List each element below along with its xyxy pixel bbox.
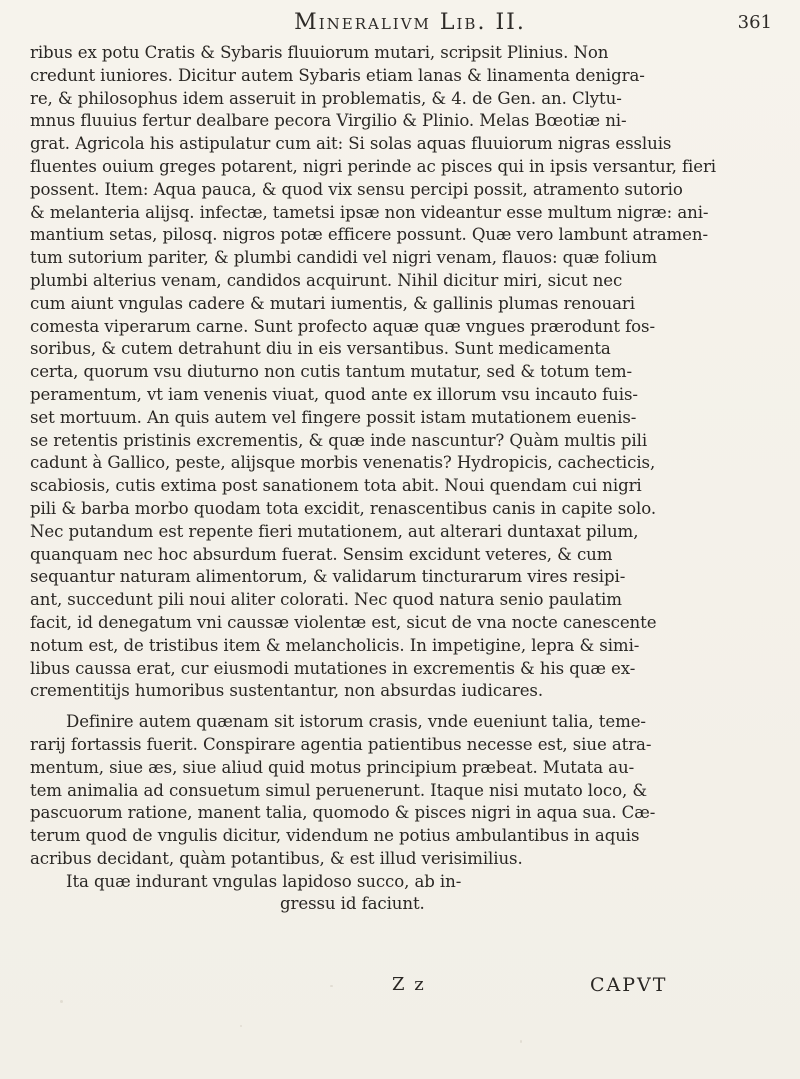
text-line: pascuorum ratione, manent talia, quomodo & pisces nigri in aqua sua. Cæ- [30,803,656,823]
text-line: certa, quorum vsu diuturno non cutis tantum mutatur, sed & totum tem- [30,362,633,382]
page-footer [30,974,780,1004]
text-line: & melanteria alijsq. infectæ, tametsi ipsæ non videantur esse multum nigræ: ani- [30,202,709,222]
text-line: scabiosis, cutis extima post sanationem tota abit. Noui quendam cui nigri [30,476,642,496]
text-line: crementitijs humoribus sustentantur, non absurdas iudicares. [30,681,544,701]
text-line: tem animalia ad consuetum simul peruenerunt. Itaque nisi mutato loco, & [30,780,648,800]
paper-speck [330,985,333,987]
text-line: acribus decidant, quàm potantibus, & est illud verisimilius. [30,848,523,868]
paragraph-2 [30,711,780,916]
signature-mark: Z z [392,974,426,995]
text-line: cum aiunt vngulas cadere & mutari iumentis, & gallinis plumas renouari [30,293,635,313]
paper-speck [60,1000,63,1003]
text-line: grat. Agricola his astipulatur cum ait: Si solas aquas fluuiorum nigras essluis [30,134,672,154]
text-line: plumbi alterius venam, candidos acquirunt. Nihil dicitur miri, sicut nec [30,270,623,290]
text-line: possent. Item: Aqua pauca, & quod vix sensu percipi possit, atramento sutorio [30,179,683,199]
running-title: Mineralivm Lib. II. [294,10,526,35]
text-line: peramentum, vt iam venenis viuat, quod ante ex illorum vsu incauto fuis- [30,384,638,404]
text-line: libus caussa erat, cur eiusmodi mutationes in excrementis & his quæ ex- [30,658,636,678]
text-line: Definire autem quænam sit istorum crasis, vnde eueniunt talia, teme- [66,712,646,732]
text-line: comesta viperarum carne. Sunt profecto aquæ quæ vngues prærodunt fos- [30,316,655,336]
text-line: cadunt à Gallico, peste, alijsque morbis venenatis? Hydropicis, cachecticis, [30,453,656,473]
text-line: facit, id denegatum vni caussæ violentæ est, sicut de vna nocte canescente [30,612,657,632]
paper-speck [240,1025,242,1027]
text-line: ribus ex potu Cratis & Sybaris fluuiorum mutari, scripsit Plinius. Non [30,43,609,62]
text-line: mnus fluuius fertur dealbare pecora Virgilio & Plinio. Melas Bœotiæ ni- [30,111,627,131]
text-line: sequantur naturam alimentorum, & validarum tincturarum vires resipi- [30,567,626,587]
text-line: terum quod de vngulis dicitur, videndum ne potius ambulantibus in aquis [30,826,640,846]
paper-speck [520,1040,522,1043]
text-line: quanquam nec hoc absurdum fuerat. Sensim excidunt veteres, & cum [30,544,613,564]
text-line: soribus, & cutem detrahunt diu in eis versantibus. Sunt medicamenta [30,339,611,359]
text-line: Ita quæ indurant vngulas lapidoso succo, ab in- [66,871,462,891]
text-line: tum sutorium pariter, & plumbi candidi vel nigri venam, flauos: quæ folium [30,248,657,268]
body-text [30,42,780,972]
text-line: pili & barba morbo quodam tota excidit, renascentibus canis in capite solo. [30,498,657,518]
text-line: notum est, de tristibus item & melancholicis. In impetigine, lepra & simi- [30,635,640,655]
page-header [40,10,780,40]
text-line: credunt iuniores. Dicitur autem Sybaris etiam lanas & linamenta denigra- [30,65,645,85]
text-line: se retentis pristinis excrementis, & quæ inde nascuntur? Quàm multis pili [30,430,648,450]
paragraph-gap [30,703,780,711]
text-line: set mortuum. An quis autem vel fingere possit istam mutationem euenis- [30,407,637,427]
text-line: mantium setas, pilosq. nigros potæ efficere possunt. Quæ vero lambunt atramen- [30,225,708,245]
text-line: Nec putandum est repente fieri mutationem, aut alterari duntaxat pilum, [30,521,639,541]
text-line: fluentes ouium greges potarent, nigri perinde ac pisces qui in ipsis versantur, fieri [30,156,717,176]
text-line: rarij fortassis fuerit. Conspirare agentia patientibus necesse est, siue atra- [30,734,652,754]
catchword: CAPVT [590,974,668,996]
text-line: ant, succedunt pili noui aliter colorati. Nec quod natura senio paulatim [30,590,622,610]
page-number: 361 [737,12,772,33]
text-line: gressu id faciunt. [280,894,425,914]
paragraph-1 [30,42,780,703]
text-line: mentum, siue æs, siue aliud quid motus principium præbeat. Mutata au- [30,757,635,777]
text-line: re, & philosophus idem asseruit in problematis, & 4. de Gen. an. Clytu- [30,88,622,108]
